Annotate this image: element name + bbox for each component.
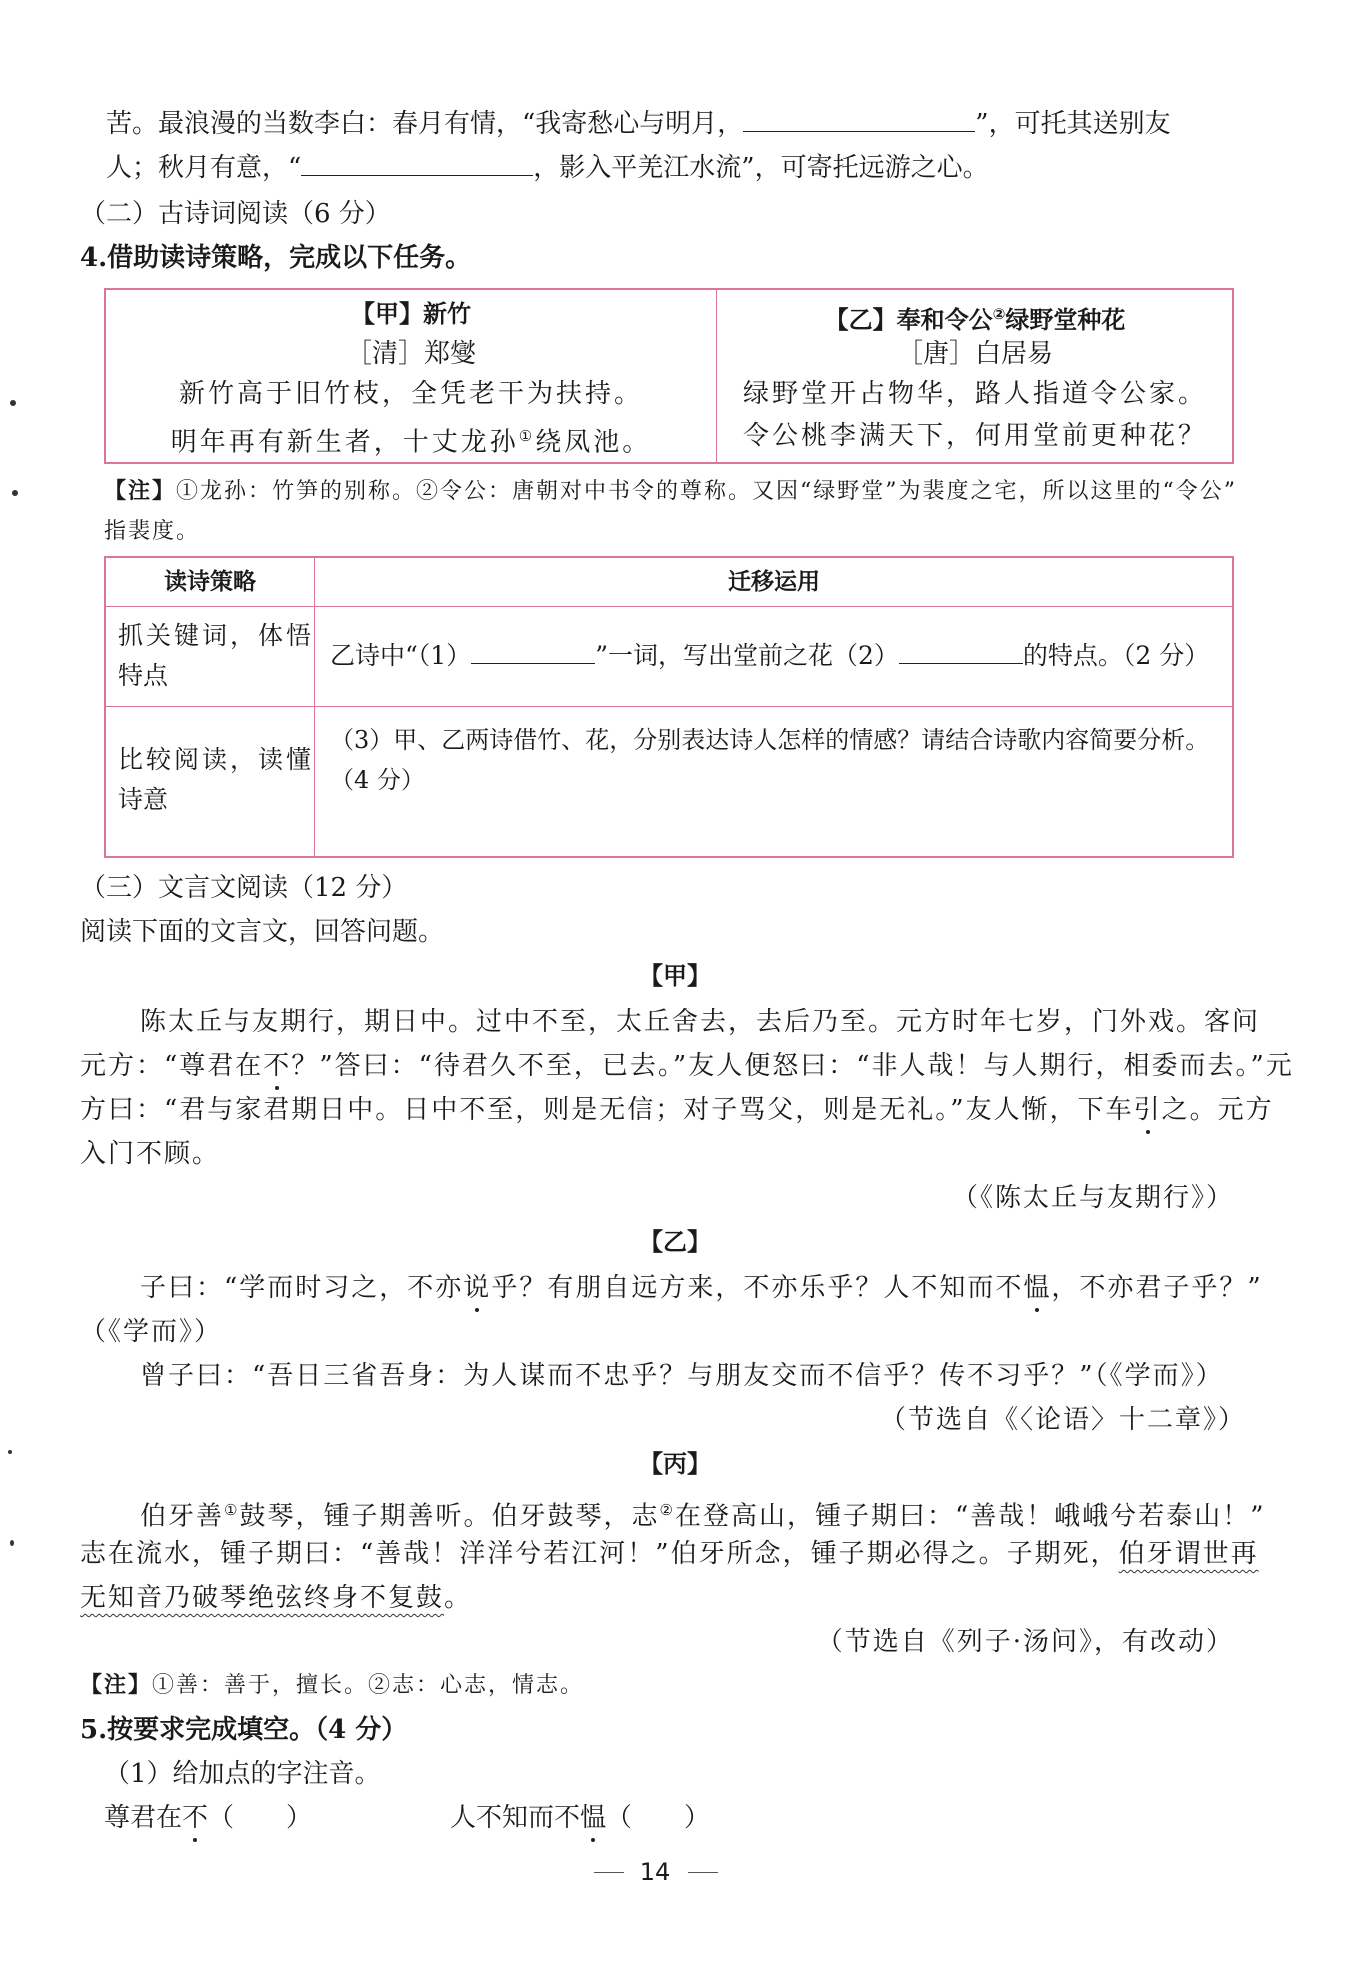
text-jia-line-1: 陈太丘与友期行，期日中。过中不至，太丘舍去，去后乃至。元方时年七岁，门外戏。客问: [140, 1007, 1261, 1037]
answer-blank-1[interactable]: [471, 639, 595, 664]
text-bing-source: （节选自《列子·汤问》，有改动）: [816, 1627, 1234, 1657]
text-jia-label: 【甲】: [639, 962, 711, 990]
margin-mark: [12, 490, 18, 496]
text-yi-line-1: [140, 1270, 1263, 1306]
passage-text: 伯牙善: [140, 1501, 225, 1532]
text-bing-line-3: [80, 1580, 472, 1616]
task-text: ”一词，写出堂前之花（2）: [595, 641, 899, 670]
passage-text: 乎？有朋自远方来，不亦乐乎？人不知而不: [491, 1273, 1024, 1303]
text-jia-line-4: 入门不顾。: [80, 1139, 221, 1169]
poem-yi-line-1: 绿野堂开占物华，路人指道令公家。: [742, 379, 1207, 409]
question-5-sub-1: （1）给加点的字注音。: [104, 1759, 381, 1789]
dotted-character: 说: [463, 1270, 491, 1306]
row2-strategy-line-2: 诗意: [118, 785, 169, 814]
intro-text: 苦。最浪漫的当数李白：春月有情，“我寄愁心与明月，: [106, 109, 744, 139]
wavy-underlined-text: 伯牙谓世再: [1118, 1539, 1259, 1569]
section-heading-poetry: （二）古诗词阅读（6 分）: [80, 199, 391, 229]
intro-text: ”，可托其送别友: [975, 109, 1171, 139]
dotted-character: 不: [263, 1048, 291, 1084]
row1-strategy-line-2: 特点: [118, 661, 169, 690]
poem-yi-title: [718, 296, 1232, 338]
row2-task-line-2: （4 分）: [330, 766, 425, 794]
note-label: 【注】: [104, 479, 177, 504]
bing-note: [80, 1668, 584, 1704]
passage-text: 元方：“尊君在: [80, 1051, 264, 1081]
text-yi-line-3: 曾子曰：“吾日三省吾身：为人谋而不忠乎？与朋友交而不信乎？传不习乎？”（《学而》）: [140, 1361, 1224, 1391]
poem-title-text: 绿野堂种花: [1005, 306, 1126, 334]
margin-mark: [10, 1540, 14, 1546]
text-bing-line-2: [80, 1536, 1259, 1572]
page-number: 14: [639, 1858, 671, 1886]
passage-text: 。: [444, 1583, 473, 1613]
poem-title-text: 【乙】奉和令公: [824, 306, 993, 334]
passage-text: ？”答曰：“待君久不至，已去。”友人便怒曰：“非人哉！与人期行，相委而去。”元: [291, 1051, 1294, 1081]
page-number-dash: [594, 1872, 624, 1873]
row1-task: [330, 638, 1209, 674]
intro-text: ，影入平羌江水流”，可寄托远游之心。: [533, 153, 989, 183]
answer-blank[interactable]: [743, 107, 975, 132]
poem-box-divider: [716, 290, 717, 462]
note-marker: ①: [518, 427, 536, 445]
text-yi-source: （节选自《〈论语〉十二章》）: [880, 1405, 1247, 1435]
passage-text: ，不亦君子乎？”: [1051, 1273, 1263, 1303]
poem-note-line-2: 指裴度。: [104, 519, 201, 544]
answer-blank[interactable]: [301, 151, 533, 176]
margin-mark: [10, 400, 16, 406]
note-label: 【注】: [80, 1673, 153, 1698]
question-4-title: 4.借助读诗策略，完成以下任务。: [80, 243, 472, 273]
intro-line-1: [106, 106, 1171, 142]
passage-text: 子曰：“学而时习之，不亦: [140, 1273, 464, 1303]
poem-text: 明年再有新生者，十丈龙孙: [170, 427, 519, 458]
passage-text: 志在流水，锺子期曰：“善哉！洋洋兮若江河！”伯牙所念，锺子期必得之。子期死，: [80, 1539, 1119, 1569]
passage-text: 方曰：“君与家君期日中。日中不至，则是无信；对子骂父，则是无礼。”友人惭，下车: [80, 1095, 1134, 1125]
poem-jia-line-2: [106, 418, 716, 461]
dotted-character: 愠: [580, 1800, 606, 1836]
table-row-divider: [106, 606, 1232, 607]
poem-yi-author: ［唐］白居易: [896, 339, 1053, 369]
table-header-strategy: 读诗策略: [164, 569, 256, 595]
table-column-divider: [314, 558, 315, 856]
task-text: 乙诗中“（1）: [330, 641, 472, 670]
section-heading-classical: （三）文言文阅读（12 分）: [80, 873, 408, 903]
text-jia-line-2: [80, 1048, 1294, 1084]
text-yi-label: 【乙】: [639, 1228, 711, 1256]
wavy-underlined-text: 无知音乃破琴绝弦终身不复鼓: [80, 1583, 445, 1613]
note-text: ①善：善于，擅长。②志：心志，情志。: [152, 1673, 585, 1698]
text-jia-source: （《陈太丘与友期行》）: [951, 1183, 1234, 1213]
text-bing-label: 【丙】: [639, 1450, 711, 1478]
passage-text: 之。元方: [1161, 1095, 1274, 1125]
poem-jia-author: ［清］郑燮: [345, 339, 476, 369]
row2-answer-area[interactable]: [330, 800, 1220, 850]
pinyin-answer-slot[interactable]: （ ）: [606, 1803, 711, 1833]
note-marker: ②: [992, 305, 1006, 323]
intro-line-2: [106, 150, 989, 186]
note-marker: ①: [224, 1501, 240, 1519]
text-bing-line-1: [140, 1492, 1266, 1535]
question-5-title: [80, 1712, 407, 1748]
pinyin-answer-slot[interactable]: （ ）: [208, 1803, 313, 1833]
intro-text: 人；秋月有意，“: [106, 153, 302, 183]
page-number-dash: [688, 1872, 718, 1873]
text-yi-line-2: （《学而》）: [80, 1317, 223, 1347]
pinyin-item-2: [450, 1800, 710, 1836]
poem-jia-title: 【甲】新竹: [351, 300, 471, 328]
poem-text: 绕凤池。: [535, 427, 652, 458]
note-text: ①龙孙：竹笋的别称。②令公：唐朝对中书令的尊称。又因“绿野堂”为裴度之宅，所以这里的“令公”: [176, 479, 1238, 504]
row1-strategy-line-1: 抓关键词，体悟: [118, 621, 315, 650]
dotted-character: 引: [1134, 1092, 1162, 1128]
poem-yi-line-2: 令公桃李满天下，何用堂前更种花？: [742, 421, 1207, 451]
item-text: 人不知而不: [450, 1803, 581, 1833]
note-marker: ②: [659, 1501, 675, 1519]
table-header-application: 迁移运用: [728, 569, 820, 595]
poem-note-line-1: [104, 474, 1237, 510]
passage-text: 鼓琴，锺子期善听。伯牙鼓琴，志: [239, 1501, 660, 1532]
table-row-divider: [106, 706, 1232, 707]
task-text: 的特点。（2 分）: [1022, 641, 1210, 670]
pinyin-item-1: [104, 1800, 312, 1836]
answer-blank-2[interactable]: [899, 639, 1023, 664]
row2-strategy-line-1: 比较阅读，读懂: [118, 745, 315, 774]
classical-instruction: 阅读下面的文言文，回答问题。: [80, 917, 445, 947]
poem-jia-line-1: 新竹高于旧竹枝，全凭老干为扶持。: [178, 379, 643, 409]
dotted-character: 不: [182, 1800, 208, 1836]
dotted-character: 愠: [1023, 1270, 1051, 1306]
row2-task-line-1: （3）甲、乙两诗借竹、花，分别表达诗人怎样的情感？请结合诗歌内容简要分析。: [330, 726, 1210, 754]
item-text: 尊君在: [104, 1803, 183, 1833]
text-jia-line-3: [80, 1092, 1274, 1128]
passage-text: 在登高山，锺子期曰：“善哉！峨峨兮若泰山！”: [674, 1501, 1266, 1532]
question-text: 5.按要求完成填空。（4 分）: [80, 1715, 408, 1745]
